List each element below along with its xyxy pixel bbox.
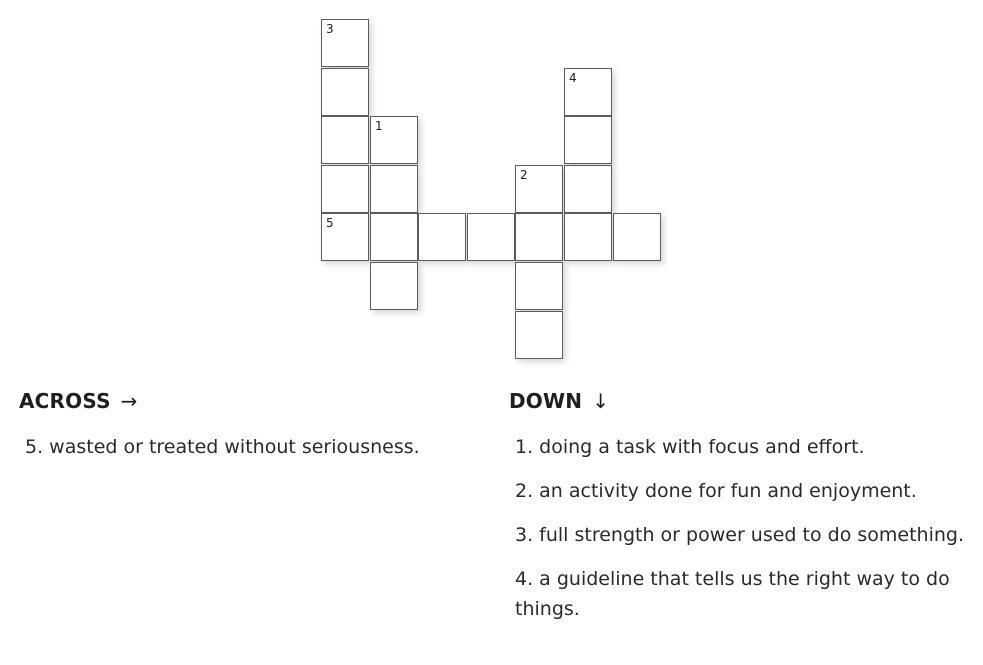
across-heading-label: ACROSS	[19, 389, 111, 413]
grid-cell[interactable]	[515, 213, 563, 261]
grid-cell[interactable]	[321, 68, 369, 116]
across-clue-list	[25, 432, 475, 476]
grid-cell[interactable]	[321, 213, 369, 261]
down-heading	[509, 389, 609, 413]
down-clue-4[interactable]: 4. a guideline that tells us the right way to do things.	[515, 568, 950, 620]
down-clue-list	[515, 432, 975, 638]
clue-number: 3	[326, 22, 334, 36]
grid-cell[interactable]	[515, 262, 563, 310]
grid-cell[interactable]	[515, 311, 563, 359]
grid-cell[interactable]	[564, 165, 612, 213]
grid-cell[interactable]	[418, 213, 466, 261]
down-clue-2[interactable]: 2. an activity done for fun and enjoyment.	[515, 480, 917, 502]
grid-cell[interactable]	[467, 213, 515, 261]
down-clue-3[interactable]: 3. full strength or power used to do something.	[515, 524, 965, 546]
grid-cell[interactable]	[370, 262, 418, 310]
grid-cell[interactable]	[564, 116, 612, 164]
grid-cell[interactable]	[564, 213, 612, 261]
across-heading	[19, 389, 138, 413]
clue-number: 2	[520, 168, 528, 182]
grid-cell[interactable]	[370, 165, 418, 213]
clue-number: 4	[569, 71, 577, 85]
clue-number: 5	[326, 216, 334, 230]
grid-cell[interactable]	[613, 213, 661, 261]
clue-number: 1	[375, 119, 383, 133]
grid-cell[interactable]	[370, 116, 418, 164]
grid-cell[interactable]	[564, 68, 612, 116]
across-clue-5[interactable]: 5. wasted or treated without seriousness.	[25, 436, 420, 458]
down-clue-1[interactable]: 1. doing a task with focus and effort.	[515, 436, 865, 458]
down-arrow-icon: ↓	[592, 389, 610, 413]
grid-cell[interactable]	[321, 19, 369, 67]
grid-cell[interactable]	[321, 116, 369, 164]
grid-cell[interactable]	[370, 213, 418, 261]
grid-cell[interactable]	[321, 165, 369, 213]
grid-cell[interactable]	[515, 165, 563, 213]
down-heading-label: DOWN	[509, 389, 583, 413]
right-arrow-icon: →	[120, 389, 138, 413]
